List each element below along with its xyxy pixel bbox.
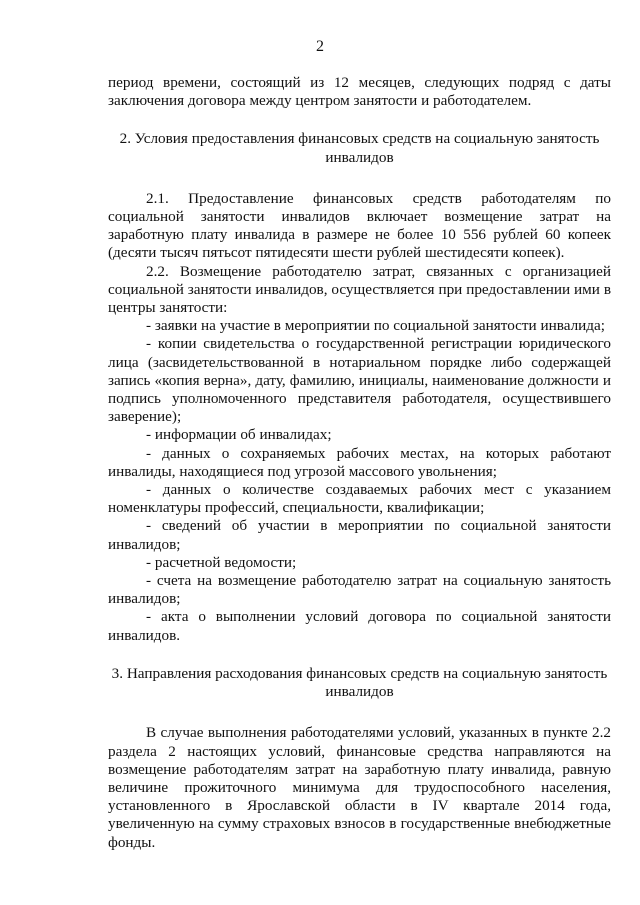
intro-paragraph: период времени, состоящий из 12 месяцев, следующих подряд с даты заключения договора между центром занятости и работодателем. (108, 74, 611, 110)
list-item: - копии свидетельства о государственной регистрации юридического лица (засвидетельствованной в нотариальном порядке либо содержащей запись «копия верна», дату, фамилию, инициалы, наименование должности и подпись уполномоченного представителя работодателя, осуществившего заверение); (108, 335, 611, 426)
list-item: - данных о количестве создаваемых рабочих мест с указанием номенклатуры профессий, специальности, квалификации; (108, 481, 611, 517)
list-item: - счета на возмещение работодателю затрат на социальную занятость инвалидов; (108, 572, 611, 608)
paragraph-2-2: 2.2. Возмещение работодателю затрат, связанных с организацией социальной занятости инвалидов, осуществляется при предоставлении ими в центры занятости: (108, 262, 611, 317)
list-item: - сведений об участии в мероприятии по социальной занятости инвалидов; (108, 517, 611, 553)
section-2-heading: 2. Условия предоставления финансовых средств на социальную занятость инвалидов (119, 130, 600, 166)
document-body (108, 74, 611, 852)
page-number: 2 (316, 38, 324, 55)
section-2-body (108, 190, 611, 645)
list-item: - данных о сохраняемых рабочих местах, на которых работают инвалиды, находящиеся под угрозой массового увольнения; (108, 444, 611, 480)
section-3-heading: 3. Направления расходования финансовых средств на социальную занятость инвалидов (111, 664, 608, 701)
list-item: - акта о выполнении условий договора по социальной занятости инвалидов. (108, 608, 611, 644)
list-item: - информации об инвалидах; (146, 426, 332, 444)
section-3-body (108, 724, 611, 851)
list-item: - расчетной ведомости; (146, 553, 297, 571)
paragraph-2-1: 2.1. Предоставление финансовых средств работодателям по социальной занятости инвалидов включает возмещение затрат на заработную плату инвалида в размере не более 10 556 рублей 60 копеек (десяти тысяч пятьсот пятидесяти шести рублей шестидесяти копеек). (108, 189, 611, 262)
section-3-paragraph: В случае выполнения работодателями условий, указанных в пункте 2.2 раздела 2 настоящих условий, финансовые средства направляются на возмещение работодателям затрат на заработную плату инвалида, равную величине прожиточного минимума для трудоспособного населения, установленного в Ярославской области в IV квартале 2014 года, увеличенную на сумму страховых взносов в государственные внебюджетные фонды. (108, 724, 611, 851)
list-item: - заявки на участие в мероприятии по социальной занятости инвалида; (146, 317, 605, 335)
